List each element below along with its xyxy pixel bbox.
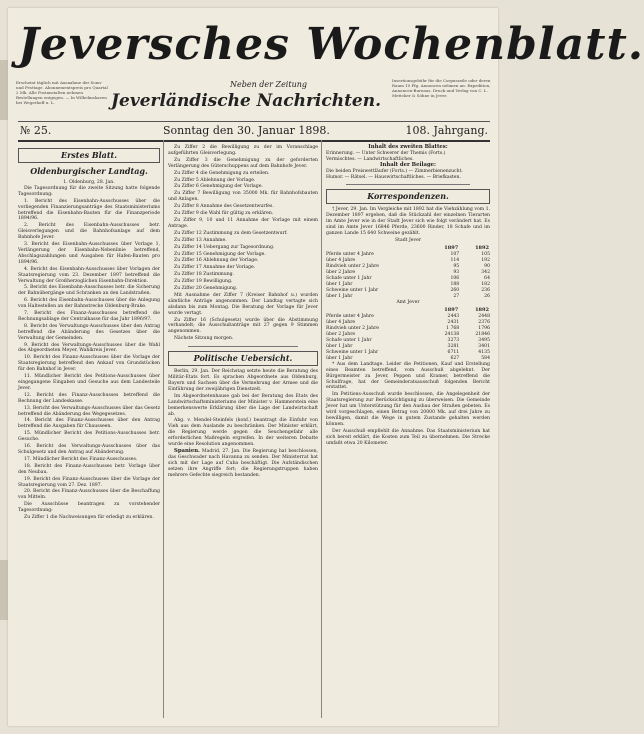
zu-ziffer-line: Zu Ziffer 19 Bewilligung. [174, 279, 233, 285]
row-label: über 1 Jahr [326, 355, 353, 361]
landtag-paragraph-3: Der Ausschuß empfiehlt die Annahme. Das Staatsministerium hat sich bereit erklärt, die Kosten zum Teil zu übernehmen. Die Strecke umfaßt etwa 20 Kilometer. [326, 428, 490, 446]
korrespondenzen-heading: Korrespondenzen. [326, 189, 490, 204]
year-header: 1892 [475, 244, 489, 251]
zu-ziffer-line: Zu Ziffer 13 Annahme. [174, 237, 227, 243]
table2-title: Amt Jever [396, 299, 420, 305]
agenda-item: Die Ausschüsse beantragen zu vorstehender Tagesordnung: [18, 502, 160, 514]
row-label: Schafe unter 1 Jahr [326, 337, 372, 343]
zu-ziffer-line: Zu Ziffer 16 Ablehnung der Vorlage. [174, 258, 259, 264]
column-rule-2 [321, 140, 322, 718]
landtag-paragraph: * Aus dem Landtage. Leider die Petitionen, Kauf und Erstellung eines Beamten betreffend, vom Ausschuß abgelehnt. Der Bürgermeister zu Jever, Peppen und Kramer, betreffend die Schulfrage, hat der Gemeinderatsausschuß folgenden Bericht erstattet. [326, 361, 490, 391]
cell-1897: 114 [450, 257, 460, 263]
agenda-item: 8. Bericht des Verwaltungs-Ausschusses über den Antrag betreffend die Abänderung des Gesetzes über die Verwaltung der Gemeinden. [18, 323, 160, 341]
masthead-insertion-info: Insertionsgebühr für die Corpuszeile oder deren Raum 10 Pfg. Annoncen nehmen an: Expedition, Annoncen-Bureaus. Druck und Verlag von C. L. Mettcker & Söhne in Jever. [392, 78, 491, 98]
cell-1897: 1 768 [446, 325, 460, 331]
landtag-paragraph-2: Im Petitions-Ausschuß wurde beschlossen, die Angelegenheit der Staatsregierung zur Berücksichtigung zu überweisen. Die Gemeinde Jever hat um Unterstützung für den Ausbau der Straßen gebeten. Es wird vorgeschlagen, einen Betrag von 20000 Mk. auf drei Jahre zu bewilligen, damit die Wege in gutem Zustande gehalten werden können. [326, 392, 490, 427]
landtag-intro: Die Tagesordnung für die zweite Sitzung hatte folgende Tagesordnung: [18, 185, 160, 197]
inhalt-line: Erinnerung. — Unter Schwerer der Themis (Forts.) [326, 150, 446, 156]
landtag-dateline: 1. Oldenburg, 28. Jan. [63, 180, 115, 185]
section-divider [346, 184, 470, 185]
cell-1897: 27 [453, 293, 460, 299]
cell-1892: 342 [481, 269, 490, 275]
row-label: über 2 Jahre [326, 331, 356, 337]
row-label: über 4 Jahre [326, 257, 356, 263]
zu-ziffer-line: Zu Ziffer 6 Genehmigung der Vorlage. [174, 184, 263, 190]
agenda-item: 12. Bericht des Finanz-Ausschusses betreffend die Rechnung der Landeskasse. [18, 392, 160, 404]
cell-1897: 2443 [447, 313, 460, 319]
agenda-item: 6. Bericht des Eisenbahn-Ausschusses über die Anlegung von Haltestellen an der Bahnstrecke Oldenburg-Brake. [18, 298, 160, 310]
agenda-item: 2. Bericht des Eisenbahn-Ausschusses betr. Gleisverlegungen und die Bahnhofsanlage auf dem Bahnhofe Jever. [18, 223, 160, 241]
cell-1897: 106 [450, 275, 460, 281]
column-1 [18, 145, 160, 717]
row-label: Rindvieh unter 2 Jahre [326, 263, 380, 269]
agenda-item: Zu Ziffer 1 die Nachweisungen für erledigt zu erklären. [24, 515, 154, 521]
landtag-heading: Oldenburgischer Landtag. [30, 166, 148, 176]
agenda-item: 4. Bericht des Eisenbahn-Ausschusses über Vorlagen der Staatsregierung vom 23. Dezember 1897 betreffend die Verwaltung der Großherzoglichen Eisenbahn-Direktion. [18, 266, 160, 284]
cell-1892: 2376 [478, 319, 490, 325]
cell-1897: 188 [450, 281, 460, 287]
agenda-item: 5. Bericht des Eisenbahn-Ausschusses betr. die Sicherung der Bahnübergänge und Schranken an den Landstraßen. [18, 285, 160, 297]
cell-1897: 3273 [447, 337, 460, 343]
spanien-paragraph [168, 449, 318, 479]
agenda-item: 15. Mündlicher Bericht des Petitions-Ausschusses betr. Gesuche. [18, 431, 160, 443]
row-label: Pferde unter 4 Jahre [326, 313, 374, 319]
inhalt-line: Inhalt der Beilage: [380, 161, 436, 168]
politische-uebersicht-heading: Politische Uebersicht. [168, 351, 318, 366]
vote-paragraph: Mit Ausnahme der Ziffer 7 (Kreiser Bahnhof u.) wurden sämtliche Anträge angenommen. Der Landtag vertagte sich alsdann bis zum Montag. Die Beratung der Vorlage für Jever wurde vertagt. [168, 292, 318, 316]
cell-1892: 105 [481, 251, 490, 257]
row-label: über 4 Jahre [326, 319, 356, 325]
agenda-item: 17. Mündlicher Bericht des Finanz-Ausschusses. [24, 456, 138, 462]
agenda-item: 19. Bericht des Finanz-Ausschusses über die Vorlage der Staatsregierung vom 27. Dez. 1897. [18, 476, 160, 488]
cell-1892: 64 [484, 275, 490, 281]
section-divider [188, 346, 298, 347]
masthead-neben: Neben der Zeitung [230, 80, 307, 89]
cell-1892: 2448 [478, 313, 490, 319]
spanien-text: Madrid, 27. Jan. Die Regierung hat beschlossen, das Geschwader nach Havanna zu senden. Der Ministerrat hat sich mit der Lage auf Cuba beschäftigt. Die Aufständischen setzen ihre Angriffe fort; die Regierungstruppen haben mehrere Gefechte siegreich bestanden. [168, 448, 318, 478]
cell-1892: 4135 [478, 349, 490, 355]
zu-ziffer-line: Zu Ziffer 3 die Genehmigung zu der geforderten Verlängerung des Güterschuppens auf dem Bahnhofe Jever. [168, 157, 318, 169]
row-label: Schweine unter 1 Jahr [326, 287, 379, 293]
row-label: über 1 Jahr [326, 343, 353, 349]
jever-paragraph: † Jever, 29. Jan. Im Vergleiche mit 1892 hat die Viehzählung vom 1. Dezember 1897 ergeben, daß die Stückzahl der einzelnen Tierarten im Amte Jever wie in der Stadt Jever sich wie folgt verändert hat. Es sind im Amte Jever 16846 Pferde, 23600 Rinder, 18 Schafe und im ganzen Lande 15 640 Schweine gezählt. [326, 207, 490, 237]
column-rule-1 [163, 140, 164, 718]
cell-1897: 93 [453, 269, 460, 275]
agenda-item: 1. Bericht des Eisenbahn-Ausschusses über die vorliegenden Finanzierungsanträge des Staatsministeriums betreffend die Eisenbahn-Bauten für die Finanzperiode 1894/96. [18, 198, 160, 222]
cell-1892: 182 [481, 281, 490, 287]
zu-ziffer-line: Zu Ziffer 18 Zustimmung. [174, 272, 235, 278]
zu-ziffer-line: Zu Ziffer 20 Genehmigung. [174, 286, 238, 292]
binding-tab-bottom [0, 560, 8, 620]
cell-1892: 236 [481, 287, 490, 293]
year-header: 1892 [475, 306, 489, 313]
erstes-blatt-heading: Erstes Blatt. [18, 148, 160, 163]
inhalt-line: Humor. — Rätsel. — Hauswirtschaftliches. — Briefkasten. [326, 174, 461, 180]
agenda-item: 18. Bericht des Finanz-Ausschusses betr. Vorlage über den Neubau. [18, 463, 160, 475]
agenda-item: 10. Bericht des Finanz-Ausschusses über die Vorlage der Staatsregierung betreffend den Ankauf von Grundstücken für den Bahnhof in Jever. [18, 355, 160, 373]
zu-ziffer-line: Zu Ziffer 2 die Bewilligung zu der im Voranschlage aufgeführten Gleisverlegung. [168, 145, 318, 156]
inhalt-line: Die beiden Preiswettläufer (Forts.) — Zimmerbienenzucht. [326, 168, 463, 174]
issue-volume: 108. Jahrgang. [405, 124, 488, 137]
table1-title: Stadt Jever [394, 237, 422, 243]
cell-1892: 584 [481, 355, 490, 361]
dateline-bar [18, 121, 490, 142]
zu-ziffer-line: Zu Ziffer 5 Ablehnung der Vorlage. [174, 177, 256, 183]
livestock-table-stadt [326, 244, 490, 300]
spanien-title: Spanien. [174, 447, 200, 454]
binding-tab-top [0, 60, 8, 120]
abgeordnetenhaus-paragraph: Im Abgeordnetenhause gab bei der Beratung des Etats des Landwirtschaftsministeriums der Minister v. Hammerstein eine bemerkenswerte Erklärung über die Lage der Landwirtschaft ab. [168, 393, 318, 417]
row-label: Schweine unter 1 Jahr [326, 349, 379, 355]
zu-ziffer-line: Zu Ziffer 8 Annahme des Gesetzentwurfes. [174, 204, 274, 210]
zu-ziffer-line: Zu Ziffer 7 Bewilligung von 35000 Mk. für Bahnhofsbauten und Anlagen. [168, 191, 318, 203]
agenda-item: 14. Bericht des Finanz-Ausschusses über den Antrag betreffend die Ausgaben für Chausseen. [18, 418, 160, 430]
cell-1897: 107 [450, 251, 460, 257]
cell-1892: 21846 [475, 331, 490, 337]
agenda-item: 3. Bericht des Eisenbahn-Ausschusses über Vorlage 1, Verlängerung der Eisenbahn-Nebenlinie betreffend, Abschlagszahlungen und Ausgaben für Hafen-Bauten pro 1894/96. [18, 242, 160, 265]
zu-ziffer-line: Zu Ziffer 9 die Wahl für gültig zu erklären. [174, 211, 274, 217]
cell-1892: 3495 [478, 337, 490, 343]
cell-1897: 260 [450, 287, 460, 293]
row-label: Pferde unter 4 Jahre [326, 251, 374, 257]
agenda-item: 9. Bericht des Verwaltungs-Ausschusses über die Wahl des Abgeordneten Meyer, Wahlkreis Jever. [18, 342, 160, 354]
agenda-item: 20. Bericht des Finanz-Ausschusses über die Beschaffung von Mitteln. [18, 489, 160, 501]
agenda-item: 7. Bericht des Finanz-Ausschusses betreffend die Rechnungsablage der Centralkasse für das Jahr 1896/97. [18, 311, 160, 322]
cell-1892: 26 [484, 293, 490, 299]
year-header: 1897 [444, 244, 459, 251]
issue-date: Sonntag den 30. Januar 1898. [163, 124, 330, 137]
next-session: Nächste Sitzung morgen. [174, 336, 234, 342]
zu-ziffer-line: Zu Ziffer 12 Zustimmung zu dem Gesetzentwurf. [174, 230, 288, 236]
cell-1897: 3281 [447, 343, 460, 349]
zu-ziffer-line: Zu Ziffer 15 Genehmigung der Vorlage. [174, 251, 266, 257]
issue-number: № 25. [20, 124, 52, 137]
table-header-row [326, 306, 490, 314]
agenda-item: 11. Mündlicher Bericht des Petitions-Ausschusses über eingegangene Eingaben und Gesuche aus dem Landesteile Jever. [18, 374, 160, 391]
cell-1892: 3401 [478, 343, 490, 349]
column-2 [168, 145, 318, 717]
cell-1892: 90 [484, 263, 490, 269]
berlin-paragraph: Berlin, 29. Jan. Der Reichstag setzte heute die Beratung des Militär-Etats fort. Es sprachen Abgeordnete aus Oldenburg, Bayern und Sachsen über die Vermehrung der Armee und die Einführung der zweijährigen Dienstzeit. [168, 369, 318, 392]
inhalt-line: Vermischtes. — Landwirtschaftliches. [326, 156, 414, 162]
masthead-title: Jeversches Wochenblatt. [18, 19, 644, 70]
masthead-subscription-info: Erscheint täglich mit Ausnahme der Sonn- und Festtage. Abonnementspreis pro Quartal 2 Mk. Alle Postanstalten nehmen Bestellungen entgegen. — In Wilhelmshaven bei Wegerhoff u. L. [16, 80, 108, 105]
table-header-row [326, 244, 490, 252]
cell-1897: 6711 [447, 349, 460, 355]
row-label: Rindvieh unter 2 Jahre [326, 325, 380, 331]
column-3 [326, 145, 490, 717]
abgeordnetenhaus-paragraph-2: Abg. v. Mendel-Steinfels (konf.) beantragt die Einfuhr von Vieh aus dem Auslande zu beschränken. Der Minister erklärt, die Regierung werde gegen die Seuchengefahr alle erforderlichen Maßregeln ergreifen. In der weiteren Debatte wurde eine Resolution angenommen. [168, 418, 318, 448]
vote-paragraph-2: Zu Ziffer 16 (Schulgesetz) wurde über die Abstimmung verhandelt; die Ausschußanträge mit 27 gegen 9 Stimmen angenommen. [168, 317, 318, 335]
agenda-item: 16. Bericht des Verwaltungs-Ausschusses über das Schulgesetz und den Antrag auf Abänderung. [18, 444, 160, 455]
masthead-second-title: Jeverländische Nachrichten. [110, 91, 382, 111]
row-label: über 2 Jahre [326, 269, 356, 275]
row-label: Schafe unter 1 Jahr [326, 275, 372, 281]
row-label: über 1 Jahr [326, 281, 353, 287]
zu-ziffer-line: Zu Ziffer 14 Uebergang zur Tagesordnung. [174, 244, 275, 250]
row-label: über 1 Jahr [326, 293, 353, 299]
cell-1897: 2431 [447, 319, 460, 325]
inhalt-heading: Inhalt des zweiten Blattes: [368, 144, 448, 150]
agenda-item: 13. Bericht des Verwaltungs-Ausschusses über das Gesetz betreffend die Abänderung des Wegegesetzes. [18, 405, 160, 417]
cell-1897: 95 [453, 263, 460, 269]
year-header: 1897 [444, 306, 459, 313]
livestock-table-amt [326, 306, 490, 362]
cell-1892: 192 [481, 257, 490, 263]
zu-ziffer-line: Zu Ziffer 4 die Genehmigung zu erteilen. [174, 170, 270, 176]
cell-1892: 1796 [478, 325, 490, 331]
zu-ziffer-line: Zu Ziffer 9, 10 und 11 Annahme der Vorlage mit einem Antrage. [168, 217, 318, 229]
zu-ziffer-line: Zu Ziffer 17 Annahme der Vorlage. [174, 265, 256, 271]
cell-1897: 627 [450, 355, 460, 361]
cell-1897: 24138 [444, 331, 460, 337]
